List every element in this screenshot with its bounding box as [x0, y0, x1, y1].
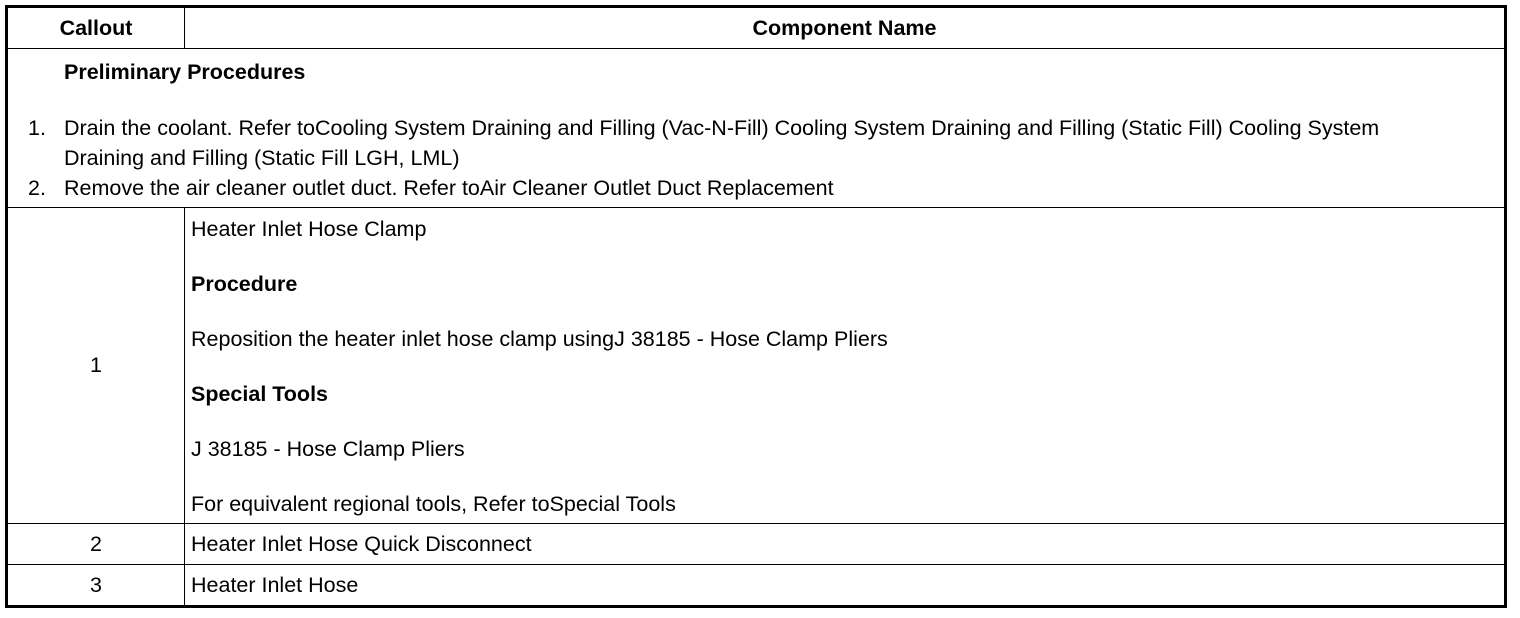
component-name-header: Component Name — [185, 7, 1506, 49]
component-name: Heater Inlet Hose — [185, 565, 1506, 607]
preliminary-step — [8, 113, 1504, 173]
step-number: 1. — [28, 116, 46, 140]
callout-number: 3 — [7, 565, 185, 607]
preliminary-step — [8, 173, 1504, 203]
callout-number: 2 — [7, 524, 185, 565]
header-row — [7, 7, 1506, 49]
preliminary-cell — [7, 49, 1506, 208]
special-tools-text: J 38185 - Hose Clamp Pliers — [191, 437, 465, 461]
regional-tools-text: For equivalent regional tools, Refer toSpecial Tools — [191, 492, 676, 516]
table-row — [7, 565, 1506, 607]
special-tools-heading: Special Tools — [191, 382, 328, 406]
procedure-heading: Procedure — [191, 272, 298, 296]
component-name: Heater Inlet Hose Quick Disconnect — [185, 524, 1506, 565]
step-text: Remove the air cleaner outlet duct. Refer toAir Cleaner Outlet Duct Replacement — [64, 176, 834, 200]
preliminary-heading: Preliminary Procedures — [64, 60, 306, 84]
table-row — [7, 524, 1506, 565]
preliminary-row — [7, 49, 1506, 208]
procedure-text: Reposition the heater inlet hose clamp usingJ 38185 - Hose Clamp Pliers — [191, 327, 888, 351]
callout-number: 1 — [7, 208, 185, 524]
step-text: Drain the coolant. Refer toCooling System Draining and Filling (Vac-N-Fill) Cooling System Draining and Filling (Static Fill) Cooling System Draining and Filling (Static Fill LGH, LML) — [64, 116, 1380, 170]
preliminary-steps — [8, 113, 1504, 203]
callout-header: Callout — [7, 7, 185, 49]
component-name: Heater Inlet Hose Clamp — [191, 217, 427, 241]
table-row — [7, 208, 1506, 524]
component-cell — [185, 208, 1506, 524]
component-table — [5, 5, 1507, 608]
step-number: 2. — [28, 176, 46, 200]
